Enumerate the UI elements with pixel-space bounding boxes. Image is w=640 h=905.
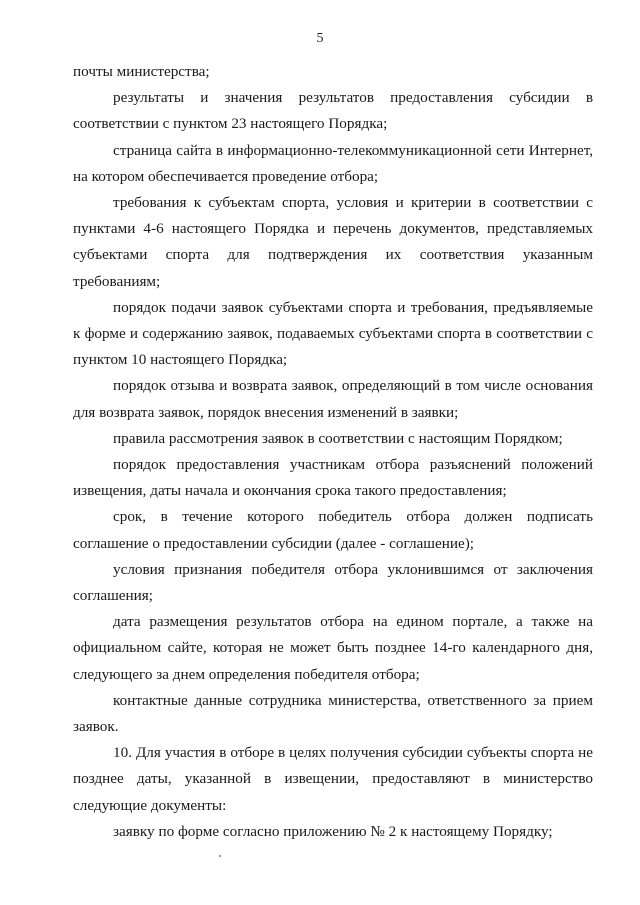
- paragraph-withdrawal: порядок отзыва и возврата заявок, определяющий в том числе основания для возврата заявок, порядок внесения изменений в заявки;: [73, 377, 593, 421]
- paragraph-signing-deadline: срок, в течение которого победитель отбора должен подписать соглашение о предоставлении субсидии (далее - соглашение);: [73, 508, 593, 552]
- paragraph-publication-date: дата размещения результатов отбора на едином портале, а также на официальном сайте, которая не может быть позднее 14-го календарного дня, следующего за днем определения победителя отбора;: [73, 613, 593, 683]
- body-text: [73, 59, 593, 845]
- paragraph-requirements: требования к субъектам спорта, условия и критерии в соответствии с пунктами 4-6 настоящего Порядка и перечень документов, представляемых субъектами спорта для подтверждения их соответствия указанным требованиям;: [73, 194, 593, 290]
- scan-speck: [219, 855, 221, 857]
- paragraph-website: страница сайта в информационно-телекоммуникационной сети Интернет, на котором обеспечивается проведение отбора;: [73, 141, 593, 185]
- paragraph-clarifications: порядок предоставления участникам отбора разъяснений положений извещения, даты начала и окончания срока такого предоставления;: [73, 456, 593, 500]
- paragraph-results: результаты и значения результатов предоставления субсидии в соответствии с пунктом 23 настоящего Порядка;: [73, 89, 593, 133]
- paragraph-application-form: заявку по форме согласно приложению № 2 к настоящему Порядку;: [113, 822, 553, 840]
- paragraph-evasion: условия признания победителя отбора уклонившимся от заключения соглашения;: [73, 560, 593, 605]
- paragraph-continuation: почты министерства;: [73, 63, 210, 80]
- page-number: 5: [316, 31, 324, 46]
- paragraph-review-rules: правила рассмотрения заявок в соответствии с настоящим Порядком;: [113, 429, 563, 447]
- paragraph-contacts: контактные данные сотрудника министерства, ответственного за прием заявок.: [73, 691, 593, 736]
- paragraph-submission-order: порядок подачи заявок субъектами спорта и требования, предъявляемые к форме и содержанию заявок, подаваемых субъектами спорта в соответствии с пунктом 10 настоящего Порядка;: [73, 298, 593, 369]
- paragraph-item-10: 10. Для участия в отборе в целях получения субсидии субъекты спорта не позднее даты, указанной в извещении, предоставляют в министерство следующие документы:: [73, 744, 593, 814]
